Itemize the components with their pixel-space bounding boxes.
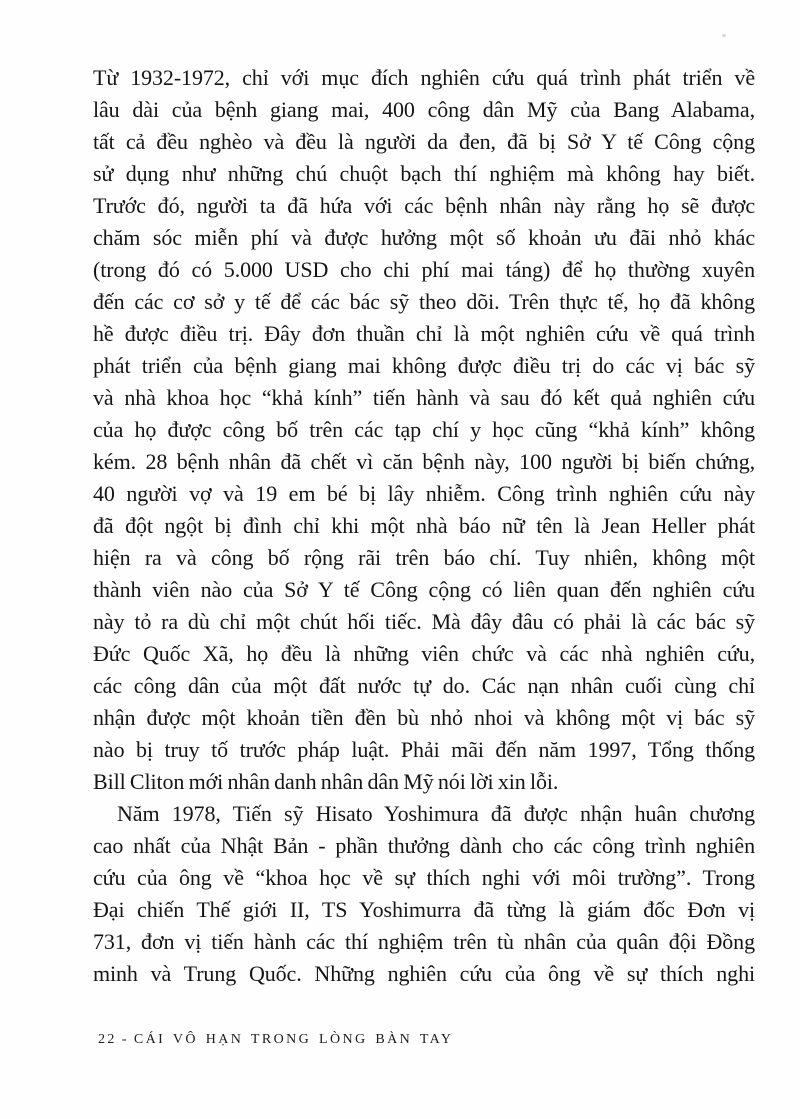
text-line: đến các cơ sở y tế để các bác sỹ theo dõi. Trên thực tế, họ đã không bbox=[93, 289, 755, 314]
page-footer bbox=[98, 1032, 453, 1048]
text-line: cứu của ông về “khoa học về sự thích nghi với môi trường”. Trong bbox=[93, 865, 755, 890]
footer-separator: - bbox=[121, 1032, 129, 1047]
paragraph-tuskegee-study bbox=[93, 62, 755, 798]
paragraph-yoshimura bbox=[93, 798, 755, 990]
text-line: Năm 1978, Tiến sỹ Hisato Yoshimura đã được nhận huân chương bbox=[117, 801, 755, 826]
page-number: 22 bbox=[98, 1032, 117, 1047]
text-line: sử dụng như những chú chuột bạch thí nghiệm mà không hay biết. bbox=[93, 161, 755, 186]
text-line: lâu dài của bệnh giang mai, 400 công dân Mỹ của Bang Alabama, bbox=[93, 97, 755, 122]
book-title: CÁI VÔ HẠN TRONG LÒNG BÀN TAY bbox=[133, 1032, 454, 1047]
text-line: (trong đó có 5.000 USD cho chi phí mai táng) để họ thường xuyên bbox=[93, 257, 755, 282]
text-line: hiện ra và công bố rộng rãi trên báo chí. Tuy nhiên, không một bbox=[93, 545, 755, 570]
text-line: Bill Cliton mới nhân danh nhân dân Mỹ nói lời xin lỗi. bbox=[93, 769, 559, 794]
text-line: minh và Trung Quốc. Những nghiên cứu của ông về sự thích nghi bbox=[93, 961, 755, 986]
text-line: và nhà khoa học “khả kính” tiến hành và sau đó kết quả nghiên cứu bbox=[93, 385, 755, 410]
text-line: tất cả đều nghèo và đều là người da đen, đã bị Sở Y tế Công cộng bbox=[93, 129, 755, 154]
text-line: thành viên nào của Sở Y tế Công cộng có liên quan đến nghiên cứu bbox=[93, 577, 755, 602]
text-line: Đại chiến Thế giới II, TS Yoshimurra đã từng là giám đốc Đơn vị bbox=[93, 897, 755, 922]
text-line: của họ được công bố trên các tạp chí y học cũng “khả kính” không bbox=[93, 417, 755, 442]
page-body-text bbox=[93, 62, 755, 990]
text-line: Trước đó, người ta đã hứa với các bệnh nhân này rằng họ sẽ được bbox=[93, 193, 755, 218]
text-line: chăm sóc miễn phí và được hưởng một số khoản ưu đãi nhỏ khác bbox=[93, 225, 755, 250]
text-line: Đức Quốc Xã, họ đều là những viên chức và các nhà nghiên cứu, bbox=[93, 641, 755, 666]
text-line: này tỏ ra dù chỉ một chút hối tiếc. Mà đây đâu có phải là các bác sỹ bbox=[93, 609, 755, 634]
text-line: các công dân của một đất nước tự do. Các nạn nhân cuối cùng chỉ bbox=[93, 673, 755, 698]
text-line: 731, đơn vị tiến hành các thí nghiệm trên tù nhân của quân đội Đồng bbox=[93, 929, 755, 954]
scan-artifact-speck bbox=[722, 34, 726, 37]
text-line: nhận được một khoản tiền đền bù nhỏ nhoi và không một vị bác sỹ bbox=[93, 705, 755, 730]
text-line: phát triển của bệnh giang mai không được điều trị do các vị bác sỹ bbox=[93, 353, 755, 378]
text-line: 40 người vợ và 19 em bé bị lây nhiễm. Công trình nghiên cứu này bbox=[93, 481, 755, 506]
text-line: nào bị truy tố trước pháp luật. Phải mãi đến năm 1997, Tổng thống bbox=[93, 737, 755, 762]
text-line: cao nhất của Nhật Bản - phần thưởng dành cho các công trình nghiên bbox=[93, 833, 755, 858]
text-line: Từ 1932-1972, chỉ với mục đích nghiên cứu quá trình phát triển về bbox=[93, 65, 755, 90]
text-line: hề được điều trị. Đây đơn thuần chỉ là một nghiên cứu về quá trình bbox=[93, 321, 755, 346]
text-line: kém. 28 bệnh nhân đã chết vì căn bệnh này, 100 người bị biến chứng, bbox=[93, 449, 755, 474]
text-line: đã đột ngột bị đình chỉ khi một nhà báo nữ tên là Jean Heller phát bbox=[93, 513, 755, 538]
